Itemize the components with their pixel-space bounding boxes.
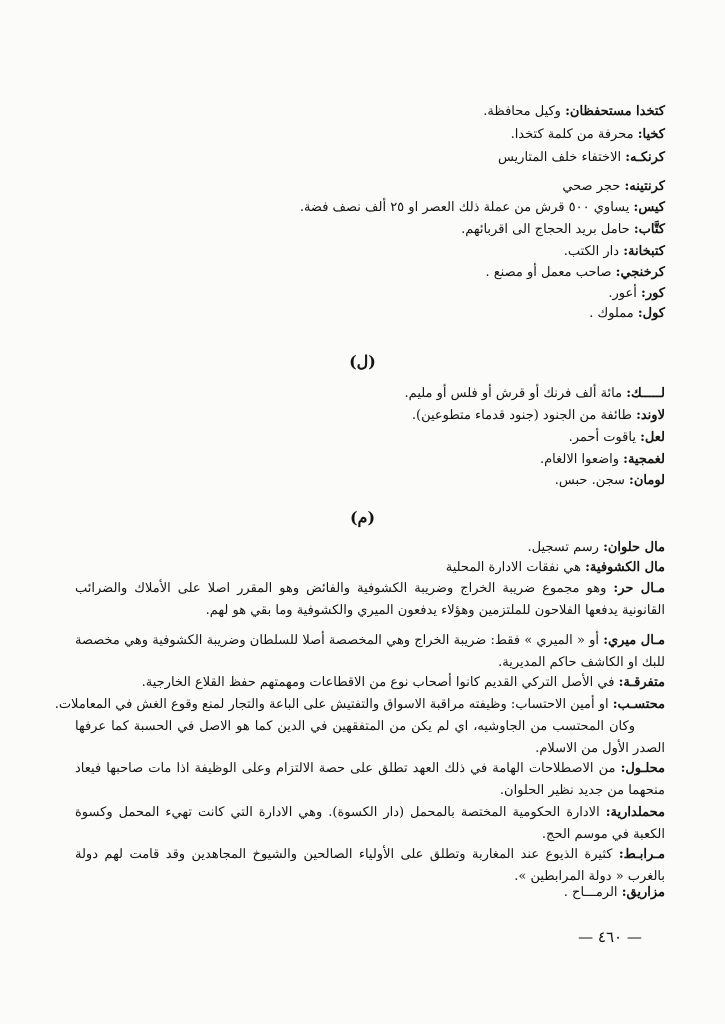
- entry: [569, 429, 665, 446]
- entry-definition: سجن. حبس.: [554, 473, 625, 488]
- entry: [555, 472, 665, 489]
- entry-term: مال الكشوفية:: [585, 560, 665, 575]
- entry-definition: من الاصطلاحات الهامة في ذلك العهد تطلق على حصة الالتزام وعلى الوظيفة اذا مات صاحبها فيعاد منحهما من جديد نظير الحلوان.: [75, 761, 665, 798]
- entry: [608, 285, 665, 302]
- entry-definition: الرمـــاح .: [563, 885, 618, 900]
- entry-term: لعل:: [640, 430, 665, 445]
- entry-term: كرنتينه:: [624, 179, 665, 194]
- entry-term: محملدارية:: [605, 805, 665, 820]
- entry-definition: طائفة من الجنود (جنود قدماء متطوعين).: [411, 408, 632, 423]
- entry: [75, 844, 665, 888]
- entry: [564, 884, 665, 901]
- entry-definition: أعور.: [608, 286, 637, 301]
- entry-term: كخيا:: [637, 127, 665, 142]
- page-number: — ٤٦٠ —: [578, 928, 642, 946]
- entry: [562, 178, 665, 195]
- entry-continuation: [75, 716, 665, 760]
- entry-term: لغمجية:: [623, 452, 665, 467]
- entry: [498, 149, 665, 166]
- entry-definition: يساوي ٥٠٠ قرش من عملة ذلك العصر او ٢٥ ألف نصف فضة.: [299, 200, 630, 215]
- entry: [142, 674, 665, 691]
- entry-term: كيس:: [633, 200, 665, 215]
- entry: [55, 696, 665, 713]
- entry-term: كول:: [637, 306, 665, 321]
- entry-term: مال حلوان:: [603, 540, 665, 555]
- entry: [75, 578, 665, 622]
- entry-term: كتخدا مستحفظان:: [565, 104, 665, 119]
- entry-term: محلـول:: [620, 761, 665, 776]
- entry-term: كرنكـه:: [625, 150, 665, 165]
- entry: [527, 539, 665, 556]
- entry-term: كرخنجي:: [615, 265, 665, 280]
- entry-definition: كثيرة الذيوع عند المغاربة وتطلق على الأولياء الصالحين والشيوخ المجاهدين وقد قامت لهم دولة بالغرب « دولة المرابطين ».: [75, 847, 665, 884]
- entry-definition: او أمين الاحتساب: وظيفته مراقبة الاسواق والتفتيش على الباعة والتجار لمنع وقوع الغش في المعاملات.: [54, 697, 609, 712]
- entry-term: متفرقـة:: [618, 675, 665, 690]
- entry-term: محتسـب:: [612, 697, 665, 712]
- entry-definition: في الأصل التركي القديم كانوا أصحاب نوع من الاقطاعات ومهمتهم حفظ القلاع الخارجية.: [141, 675, 615, 690]
- entry: [75, 630, 665, 674]
- entry-definition: هي نفقات الادارة المحلية: [445, 560, 581, 575]
- entry-term: مـرابـط:: [618, 847, 665, 862]
- entry-definition: دار الكتب.: [563, 244, 620, 259]
- entry-term: لاوند:: [636, 408, 665, 423]
- entry-term: مزاريق:: [621, 885, 665, 900]
- entry: [446, 559, 665, 576]
- entry-term: كتبخانة:: [623, 244, 665, 259]
- entry-definition: صاحب معمل أو مصنع .: [485, 265, 612, 280]
- entry-definition: الاختفاء خلف المتاريس: [497, 150, 622, 165]
- entry: [75, 758, 665, 802]
- entry-term: مـال ميري:: [603, 633, 665, 648]
- entry-term: لـــــك:: [626, 386, 665, 401]
- section-heading-lam: (ل): [349, 352, 376, 371]
- entry: [461, 221, 665, 238]
- entry: [589, 305, 665, 322]
- entry-term: كتَّاب:: [633, 222, 665, 237]
- entry: [405, 385, 665, 402]
- entry-definition: وكيل محافظة.: [483, 104, 561, 119]
- entry: [540, 451, 665, 468]
- entry: [75, 802, 665, 846]
- entry: [564, 243, 665, 260]
- entry-definition: محرفة من كلمة كتخدا.: [510, 127, 634, 142]
- section-heading-mim: (م): [349, 508, 376, 527]
- entry-definition: أو « الميري » فقط: ضريبة الخراج وهي المخصصة أصلا للسلطان وضريبة الكشوفية وهي مخصصة للبك او الكاشف حاكم المديرية.: [75, 633, 665, 670]
- entry: [300, 199, 665, 216]
- entry-definition: حامل بريد الحجاج الى اقربائهم.: [461, 222, 630, 237]
- entry: [412, 407, 665, 424]
- entry: [485, 264, 665, 281]
- entry-definition: وكان المحتسب من الجاوشيه، اي لم يكن من المتفقهين في الدين كما هو الاصل في الحسبة كما عرفها الصدر الأول من الاسلام.: [75, 719, 665, 756]
- entry-definition: رسم تسجيل.: [527, 540, 599, 555]
- entry-definition: الادارة الحكومية المختصة بالمحمل (دار الكسوة). وهي الادارة التي كانت تهيء المحمل وكسوة الكعبة في موسم الحج.: [75, 805, 665, 842]
- entry-definition: وهو مجموع ضريبة الخراج وضريبة الكشوفية والفائض وهو المقرر اصلا على الأملاك والضرائب القانونية يدفعها الفلاحون للملتزمين وهؤلاء يدفعون الميري والكشوفية وما بقي هو لهم.: [75, 581, 665, 618]
- entry-definition: ياقوت أحمر.: [568, 430, 636, 445]
- entry-definition: مملوك .: [589, 306, 634, 321]
- entry-definition: مائة ألف فرنك أو قرش أو فلس أو مليم.: [404, 386, 623, 401]
- entry: [511, 126, 665, 143]
- entry-definition: واضعوا الالغام.: [539, 452, 620, 467]
- entry-definition: حجر صحي: [562, 179, 621, 194]
- entry: [483, 103, 665, 120]
- entry-term: لومان:: [629, 473, 665, 488]
- entry-term: مـال حر:: [613, 581, 665, 596]
- entry-term: كور:: [641, 286, 665, 301]
